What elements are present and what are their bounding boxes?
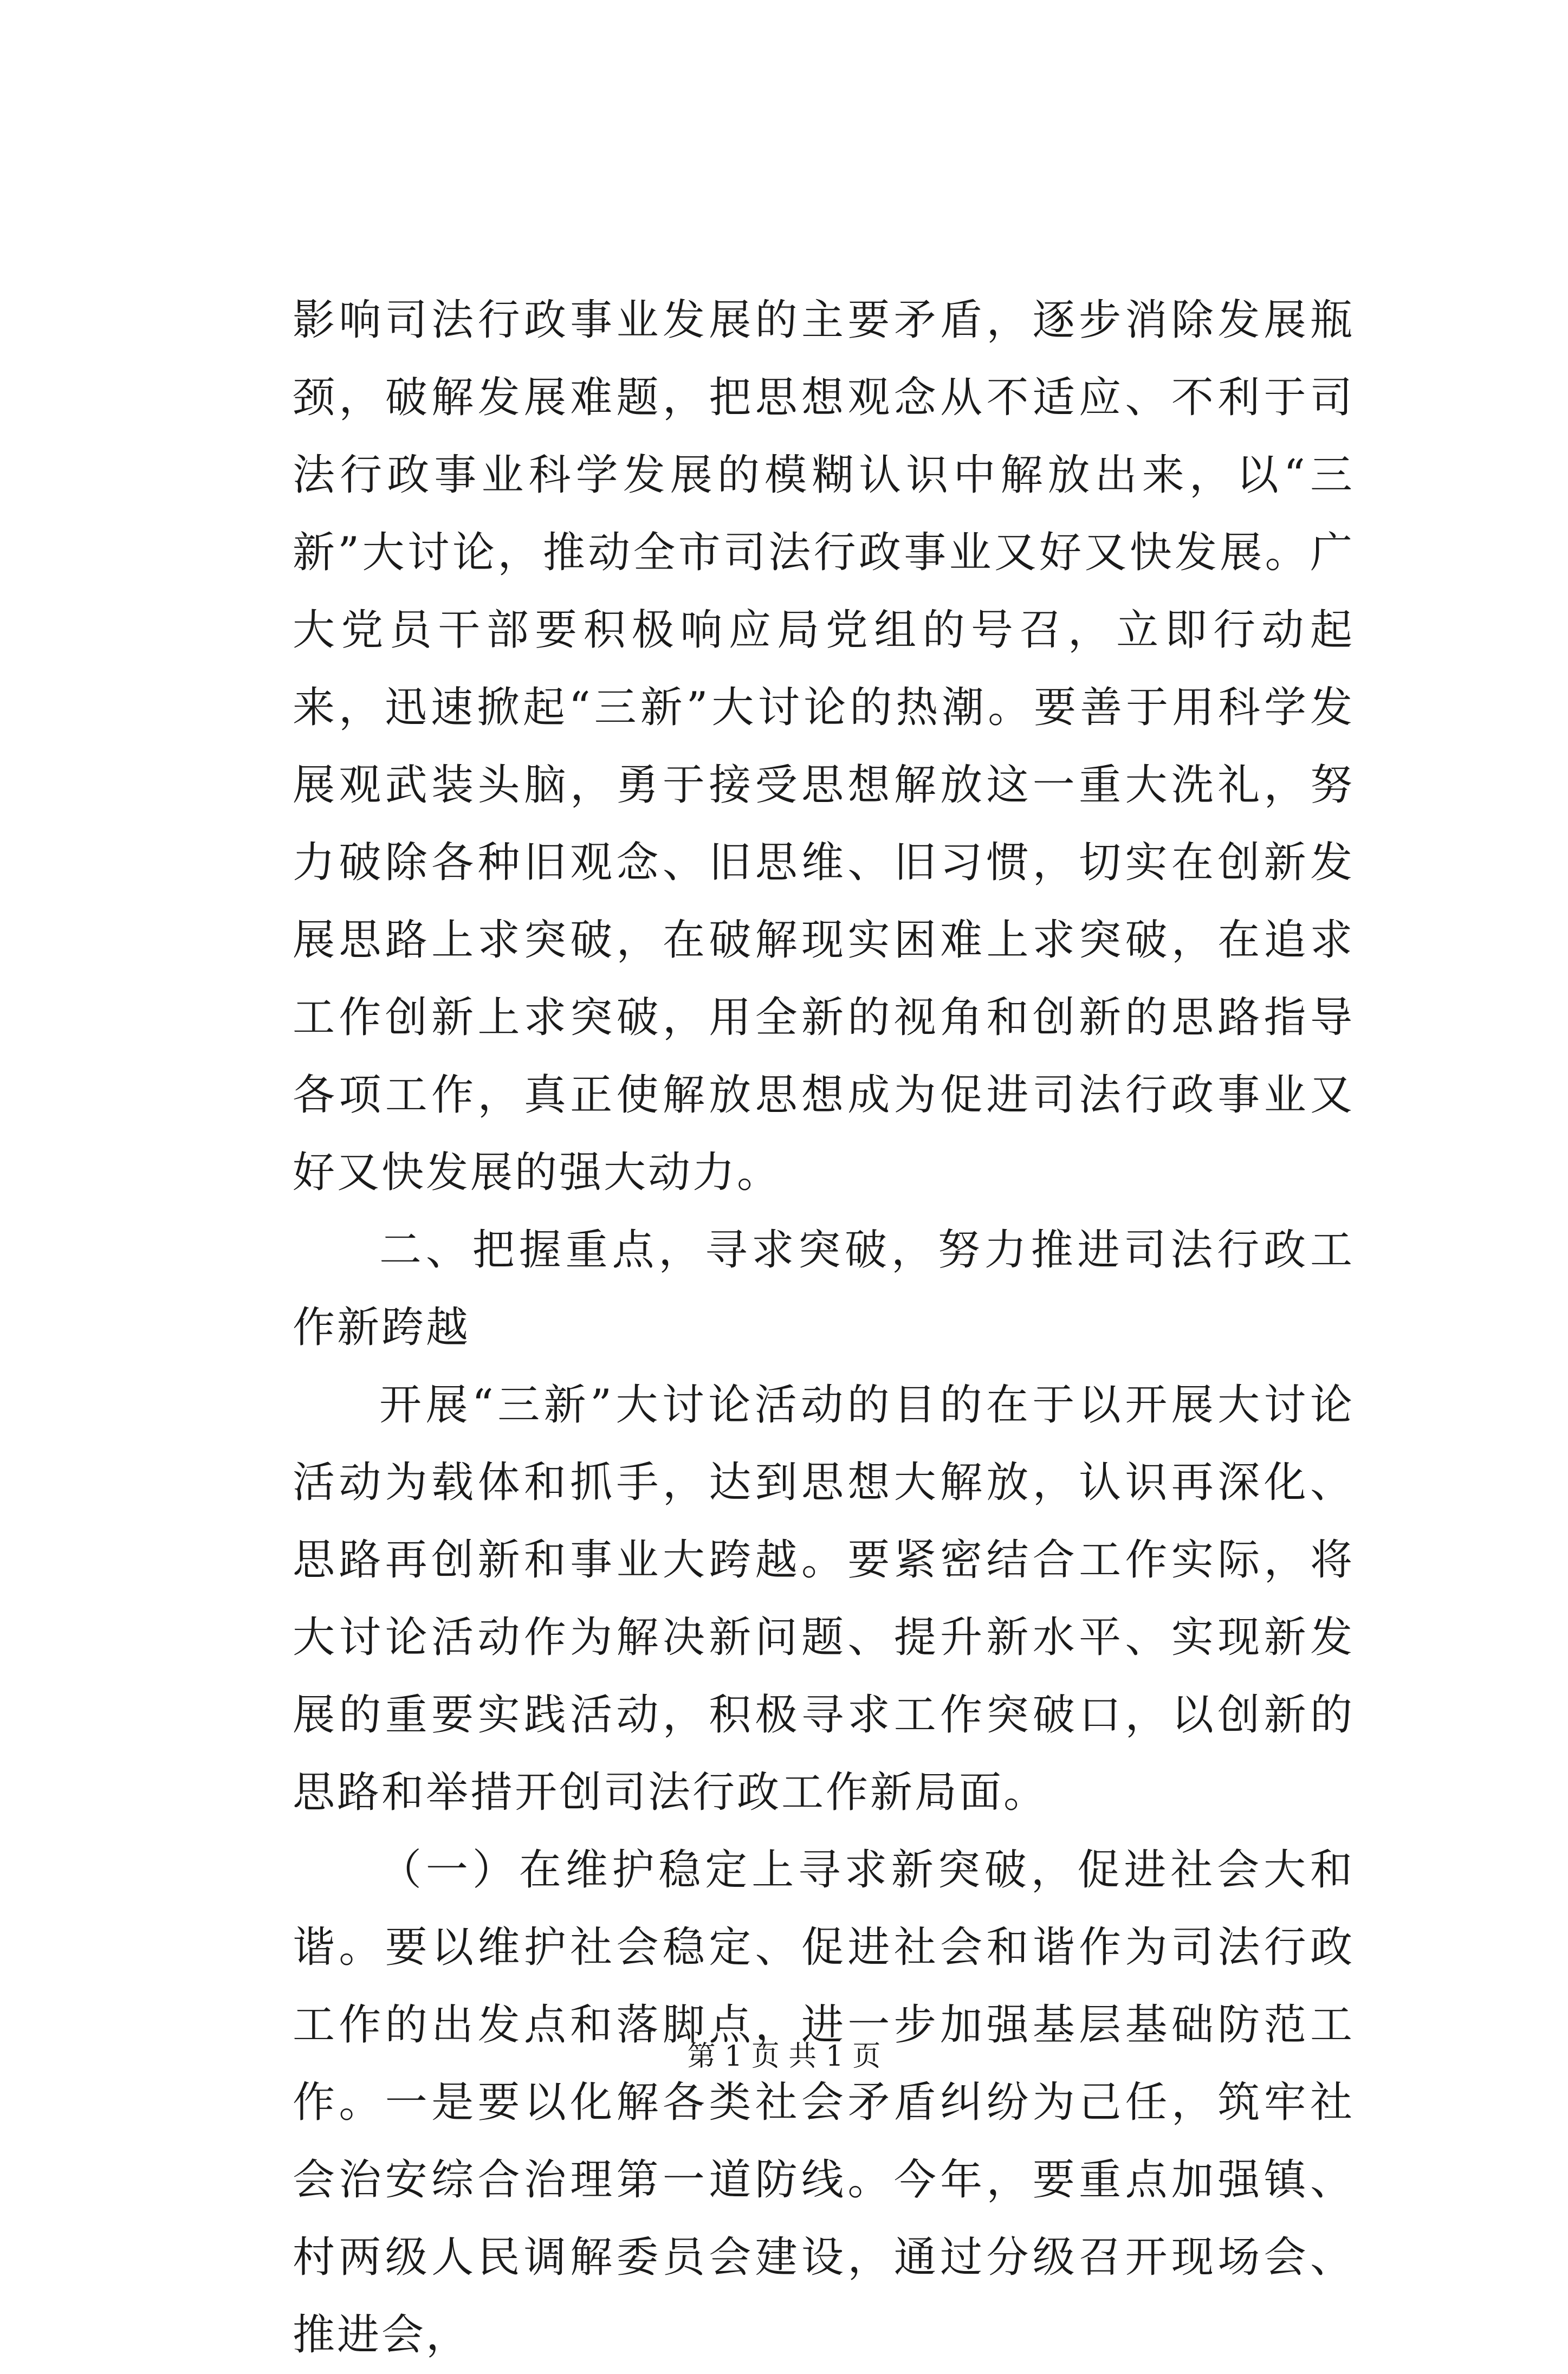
paragraph-item-one: （一）在维护稳定上寻求新突破，促进社会大和谐。要以维护社会稳定、促进社会和谐作为司法行政工作的出发点和落脚点，进一步加强基层基础防范工作。一是要以化解各类社会矛盾纠纷为己任，筑牢社会治安综合治理第一道防线。今年，要重点加强镇、村两级人民调解委员会建设，通过分级召开现场会、推进会， (293, 1846, 1355, 2359)
paragraph-continuation: 影响司法行政事业发展的主要矛盾，逐步消除发展瓶颈，破解发展难题，把思想观念从不适应、不利于司法行政事业科学发展的模糊认识中解放出来，以“三新”大讨论，推动全市司法行政事业又好又快发展。广大党员干部要积极响应局党组的号召，立即行动起来，迅速掀起“三新”大讨论的热潮。要善于用科学发展观武装头脑，勇于接受思想解放这一重大洗礼，努力破除各种旧观念、旧思维、旧习惯，切实在创新发展思路上求突破，在破解现实困难上求突破，在追求工作创新上求突破，用全新的视角和创新的思路指导各项工作，真正使解放思想成为促进司法行政事业又好又快发展的强大动力。 (293, 296, 1355, 1197)
section-heading: 二、把握重点，寻求突破，努力推进司法行政工作新跨越 (293, 1226, 1355, 1352)
paragraph-section-intro: 开展“三新”大讨论活动的目的在于以开展大讨论活动为载体和抓手，达到思想大解放，认识再深化、思路再创新和事业大跨越。要紧密结合工作实际，将大讨论活动作为解决新问题、提升新水平、实现新发展的重要实践活动，积极寻求工作突破口，以创新的思路和举措开创司法行政工作新局面。 (293, 1381, 1355, 1817)
page-number-footer: 第 1 页 共 1 页 (687, 2040, 881, 2073)
